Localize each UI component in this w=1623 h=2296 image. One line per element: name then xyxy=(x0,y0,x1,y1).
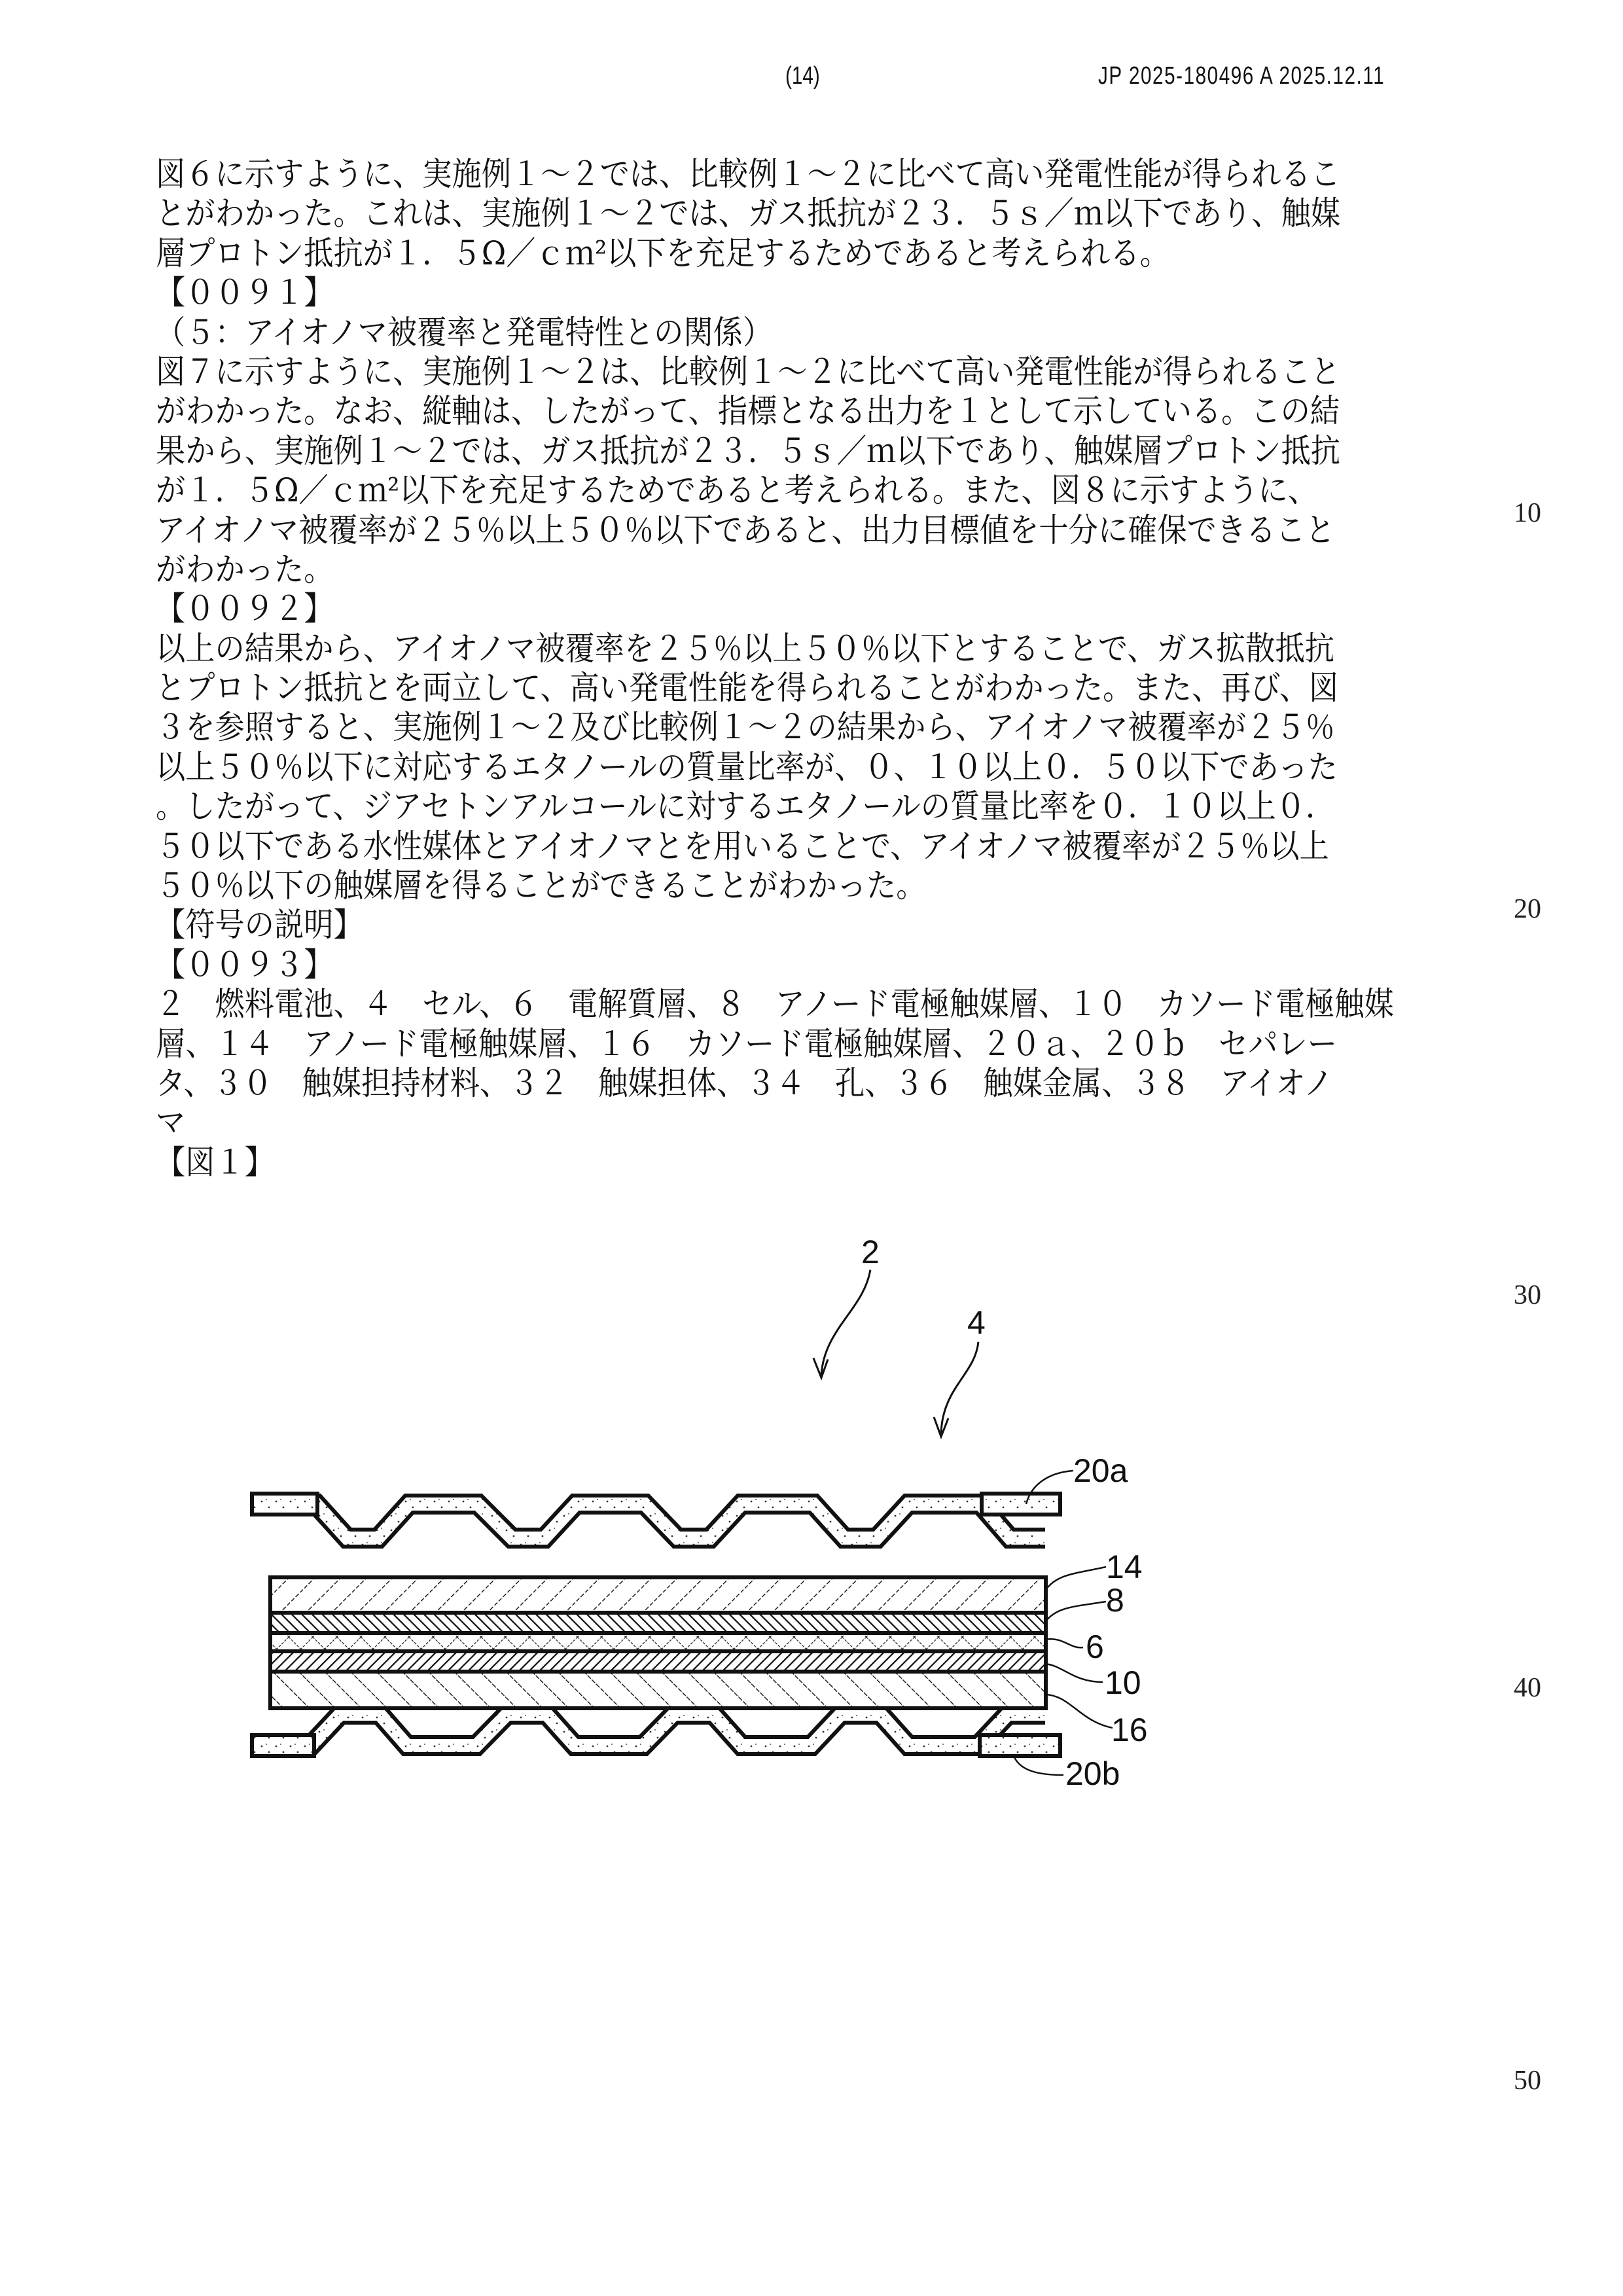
paragraph-number: 【００９３】 xyxy=(156,945,334,984)
text-line: ５０以下である水性媒体とアイオノマとを用いることで、アイオノマ被覆率が２５％以上 xyxy=(156,827,1329,865)
text-line: ２ 燃料電池、４ セル、６ 電解質層、８ アノード電極触媒層、１０ カソード電極触媒 xyxy=(156,985,1394,1024)
label-14: 14 xyxy=(1106,1549,1143,1585)
text-line: 図７に示すように、実施例１～２は、比較例１～２に比べて高い発電性能が得られること xyxy=(156,352,1340,391)
section-heading: 【符号の説明】 xyxy=(156,906,363,944)
text-line: ３を参照すると、実施例１～２及び比較例１～２の結果から、アイオノマ被覆率が２５％ xyxy=(156,708,1335,747)
text-line: 層、１４ アノード電極触媒層、１６ カソード電極触媒層、２０ａ、２０ｂ セパレー xyxy=(156,1024,1338,1063)
label-8: 8 xyxy=(1106,1582,1124,1619)
text-line: 以上５０％以下に対応するエタノールの質量比率が、０、１０以上０．５０以下であった xyxy=(156,747,1338,786)
leader-16 xyxy=(1045,1695,1113,1728)
line-number: 50 xyxy=(1514,2066,1541,2096)
label-20b: 20b xyxy=(1065,1755,1120,1792)
layer-14 xyxy=(270,1577,1046,1613)
label-16: 16 xyxy=(1111,1712,1148,1748)
line-number: 10 xyxy=(1514,498,1541,528)
paragraph-number: 【００９１】 xyxy=(156,274,334,312)
layer-16 xyxy=(270,1672,1046,1708)
layer-8 xyxy=(270,1613,1046,1633)
label-10: 10 xyxy=(1105,1664,1141,1701)
leader-20b xyxy=(1014,1757,1063,1775)
text-line: が１．５Ω／ｃｍ²以下を充足するためであると考えられる。また、図８に示すように、 xyxy=(156,471,1318,510)
label-6: 6 xyxy=(1086,1628,1104,1665)
page-number: (14) xyxy=(785,62,820,90)
label-20a: 20a xyxy=(1073,1452,1128,1489)
leader-10 xyxy=(1045,1664,1103,1682)
line-number: 20 xyxy=(1514,894,1541,924)
arrow-4 xyxy=(941,1342,978,1433)
line-number: 40 xyxy=(1514,1673,1541,1703)
text-line: 果から、実施例１～２では、ガス抵抗が２３．５ｓ／ｍ以下であり、触媒層プロトン抵抗 xyxy=(156,431,1340,470)
text-line: マ xyxy=(156,1103,186,1142)
text-line: 以上の結果から、アイオノマ被覆率を２５％以上５０％以下とすることで、ガス拡散抵抗 xyxy=(156,629,1334,668)
separator-20b xyxy=(270,1714,1045,1746)
text-line: がわかった。 xyxy=(156,550,334,588)
text-line: 層プロトン抵抗が１．５Ω／ｃｍ²以下を充足するためであると考えられる。 xyxy=(156,234,1169,272)
paragraph-number: 【００９２】 xyxy=(156,590,334,628)
text-line: とがわかった。これは、実施例１～２では、ガス抵抗が２３．５ｓ／ｍ以下であり、触媒 xyxy=(156,194,1340,233)
text-line: ５０％以下の触媒層を得ることができることがわかった。 xyxy=(156,867,926,905)
text-line: とプロトン抵抗とを両立して、高い発電性能を得られることがわかった。また、再び、図 xyxy=(156,669,1339,708)
section-heading: （５：アイオノマ被覆率と発電特性との関係） xyxy=(156,313,773,351)
text-line: 。したがって、ジアセトンアルコールに対するエタノールの質量比率を０．１０以上０． xyxy=(156,787,1336,826)
text-line: 図６に示すように、実施例１～２では、比較例１～２に比べて高い発電性能が得られるこ xyxy=(156,155,1340,193)
leader-14 xyxy=(1045,1567,1106,1590)
cell-stack xyxy=(270,1577,1046,1708)
text-line: アイオノマ被覆率が２５％以上５０％以下であると、出力目標値を十分に確保できること xyxy=(156,511,1335,549)
layer-10 xyxy=(270,1651,1046,1672)
publication-id: JP 2025-180496 A 2025.12.11 xyxy=(1098,62,1385,90)
figure-caption: 【図１】 xyxy=(156,1143,274,1181)
label-2: 2 xyxy=(861,1234,880,1270)
text-line: タ、３０ 触媒担持材料、３２ 触媒担体、３４ 孔、３６ 触媒金属、３８ アイオノ xyxy=(156,1064,1334,1102)
leader-6 xyxy=(1045,1639,1083,1647)
separator-20a xyxy=(253,1490,1060,1538)
line-number: 30 xyxy=(1514,1280,1541,1310)
layer-6 xyxy=(270,1633,1046,1651)
arrow-2 xyxy=(821,1270,870,1374)
arrow-2-head xyxy=(813,1358,828,1378)
label-4: 4 xyxy=(967,1304,986,1341)
leader-8 xyxy=(1045,1602,1106,1622)
text-line: がわかった。なお、縦軸は、したがって、指標となる出力を１として示している。この結 xyxy=(156,392,1340,431)
